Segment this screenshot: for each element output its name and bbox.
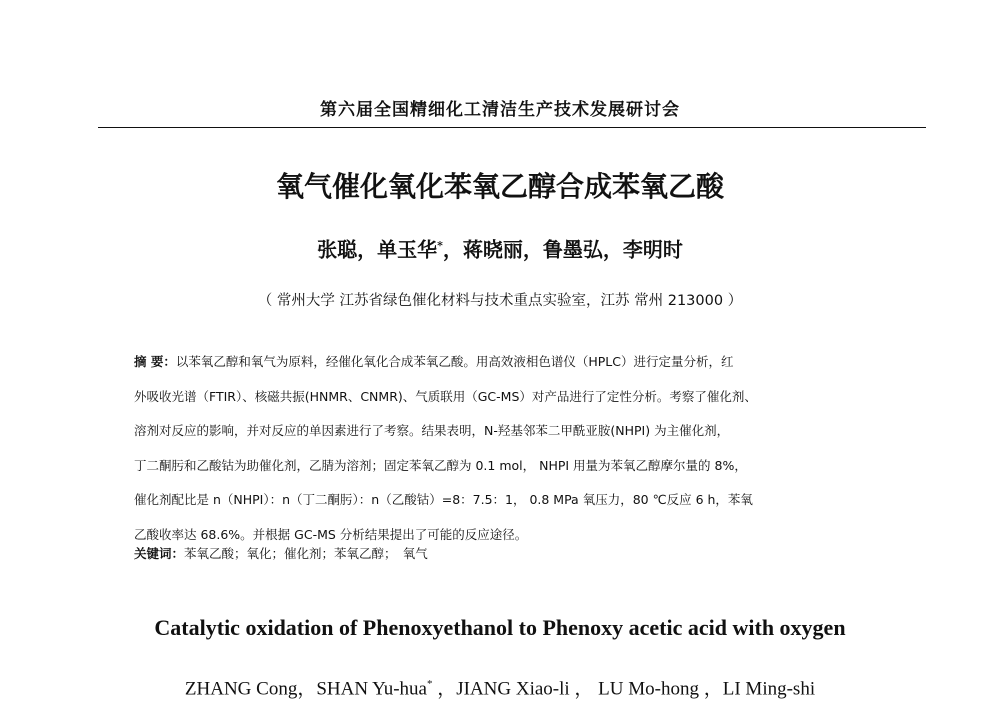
header-rule [98,127,926,128]
corresponding-author-mark: * [437,239,443,252]
chinese-authors-part2: ，蒋晓丽，鲁墨弘，李明时 [442,237,683,262]
abstract [134,345,894,552]
english-title: Catalytic oxidation of Phenoxyethanol to Phenoxy acetic acid with oxygen [154,615,846,640]
abstract-line: 外吸收光谱（FTIR）、核磁共振(HNMR、CNMR)、气质联用（GC-MS）对产品进行了定性分析。考察了催化剂、 [134,388,757,404]
chinese-authors-part1: 张聪，单玉华 [317,237,438,262]
abstract-text: 以苯氧乙醇和氧气为原料，经催化氧化合成苯氧乙酸。用高效液相色谱仪（HPLC）进行定量分析，红 [175,354,734,369]
keywords [134,543,428,565]
abstract-line: 丁二酮肟和乙酸钴为助催化剂，乙腈为溶剂；固定苯氧乙醇为 0.1 mol， NHPI 用量为苯氧乙醇摩尔量的 8%， [134,457,747,473]
abstract-line: 溶剂对反应的影响，并对反应的单因素进行了考察。结果表明，N-羟基邻苯二甲酰亚胺(NHPI) 为主催化剂， [134,423,730,438]
abstract-label: 摘 要： [134,354,176,369]
abstract-line: 乙酸收率达 68.6%。并根据 GC-MS 分析结果提出了可能的反应途径。 [134,526,528,542]
abstract-line: 催化剂配比是 n（NHPI）：n（丁二酮肟）：n（乙酸钴）=8：7.5：1， 0.8 MPa 氧压力，80 ℃反应 6 h，苯氧 [134,492,753,507]
conference-header: 第六届全国精细化工清洁生产技术发展研讨会 [320,100,680,120]
chinese-title: 氧气催化氧化苯氧乙醇合成苯氧乙酸 [275,170,724,203]
abstract-line [134,345,894,380]
english-authors-part2: ，JIANG Xiao-li ， LU Mo-hong ，LI Ming-shi [432,678,816,700]
chinese-authors [0,232,1000,264]
english-authors-part1: ZHANG Cong，SHAN Yu-hua [184,678,427,700]
affiliation: （ 常州大学 江苏省绿色催化材料与技术重点实验室，江苏 常州 213000 ） [257,293,743,309]
english-corresponding-author-mark: * [426,678,433,690]
keywords-label: 关键词： [134,546,185,561]
english-authors [0,671,1000,702]
keywords-text: 苯氧乙酸；氧化；催化剂；苯氧乙醇； 氧气 [184,546,428,561]
